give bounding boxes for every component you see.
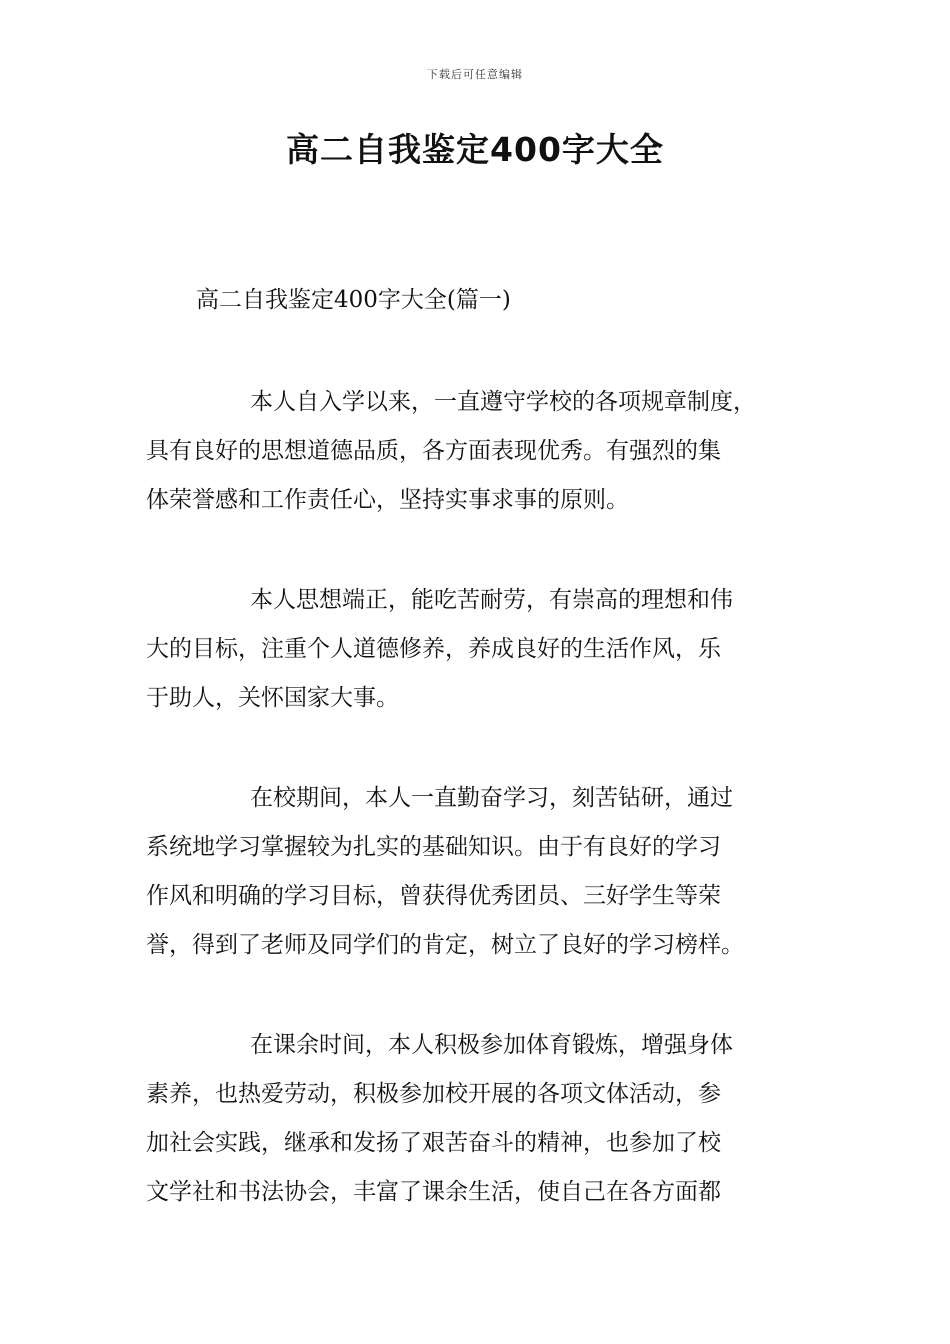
paragraph-2 bbox=[146, 576, 812, 723]
paragraph-line: 体荣誉感和工作责任心，坚持实事求事的原则。 bbox=[146, 487, 629, 513]
paragraph-line: 本人自入学以来，一直遵守学校的各项规章制度， bbox=[250, 389, 756, 415]
paragraph-line: 大的目标，注重个人道德修养，养成良好的生活作风，乐 bbox=[146, 636, 721, 662]
paragraph-line: 素养，也热爱劳动，积极参加校开展的各项文体活动，参 bbox=[146, 1081, 721, 1107]
section-heading: 高二自我鉴定400字大全(篇一) bbox=[196, 287, 511, 313]
paragraph-line: 誉，得到了老师及同学们的肯定，树立了良好的学习榜样。 bbox=[146, 932, 744, 958]
paragraph-line: 本人思想端正，能吃苦耐劳，有崇高的理想和伟 bbox=[250, 587, 733, 613]
paragraph-line: 在校期间，本人一直勤奋学习，刻苦钻研，通过 bbox=[250, 785, 733, 811]
header-note: 下载后可任意编辑 bbox=[427, 68, 523, 81]
paragraph-line: 在课余时间，本人积极参加体育锻炼，增强身体 bbox=[250, 1032, 733, 1058]
paragraph-line: 于助人，关怀国家大事。 bbox=[146, 685, 399, 711]
paragraph-3 bbox=[146, 774, 812, 970]
paragraph-line: 系统地学习掌握较为扎实的基础知识。由于有良好的学习 bbox=[146, 834, 721, 860]
paragraph-line: 文学社和书法协会，丰富了课余生活，使自己在各方面都 bbox=[146, 1179, 721, 1205]
paragraph-4 bbox=[146, 1021, 812, 1217]
paragraph-line: 作风和明确的学习目标，曾获得优秀团员、三好学生等荣 bbox=[146, 883, 721, 909]
paragraph-1 bbox=[146, 378, 812, 525]
paragraph-line: 具有良好的思想道德品质，各方面表现优秀。有强烈的集 bbox=[146, 438, 721, 464]
document-title: 高二自我鉴定400字大全 bbox=[286, 130, 664, 169]
paragraph-line: 加社会实践，继承和发扬了艰苦奋斗的精神，也参加了校 bbox=[146, 1130, 721, 1156]
